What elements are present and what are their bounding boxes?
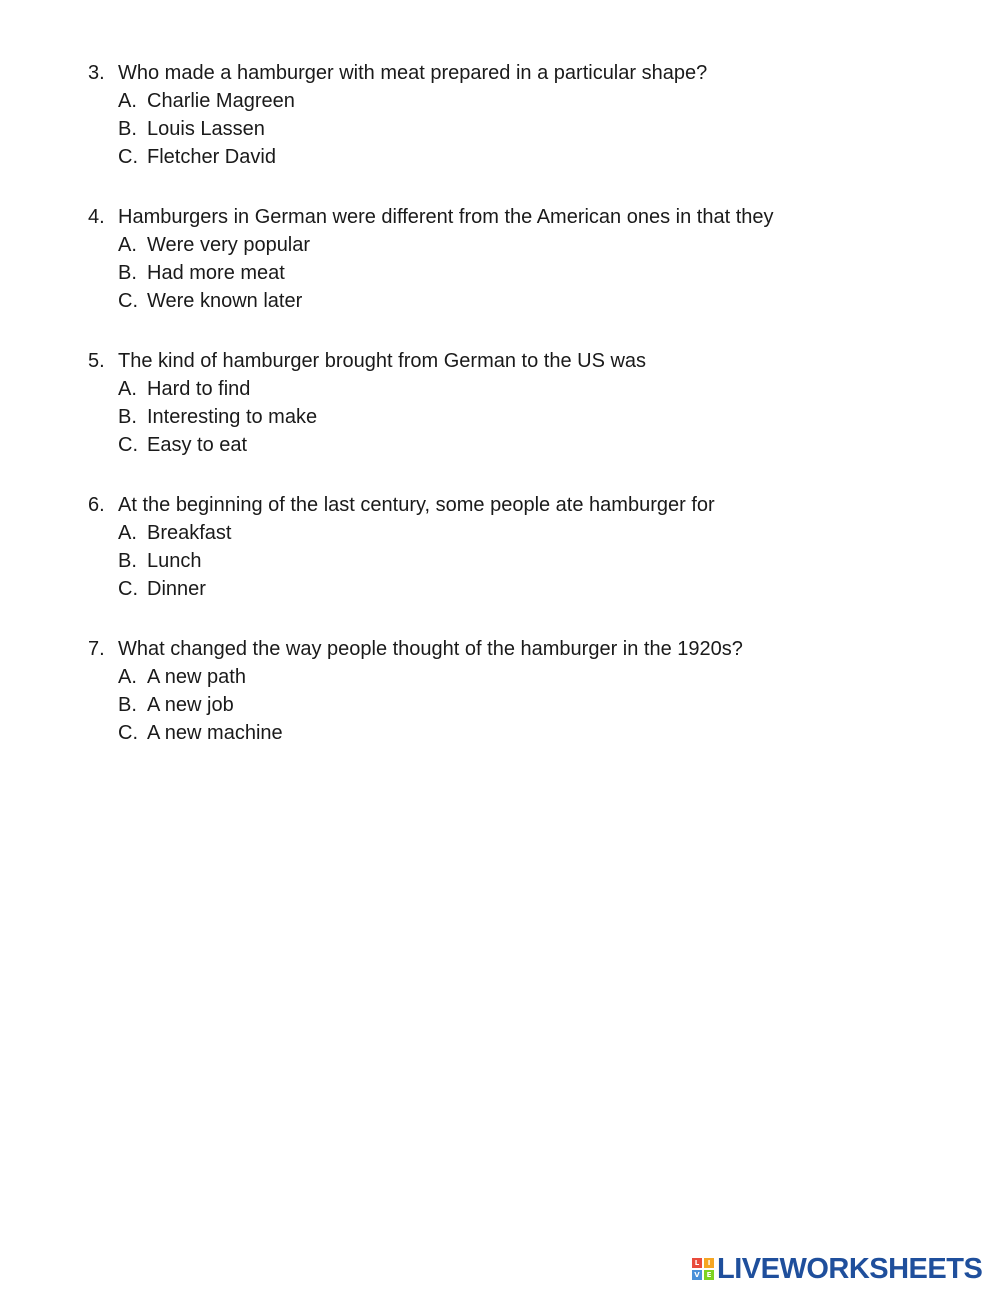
question-number: 4.: [88, 206, 105, 228]
option-text: Louis Lassen: [147, 118, 265, 140]
option-letter: B.: [118, 550, 137, 572]
option-letter: B.: [118, 406, 137, 428]
question-text: Hamburgers in German were different from the American ones in that they: [118, 206, 774, 228]
option-text: A new machine: [147, 722, 283, 744]
option-letter: C.: [118, 578, 138, 600]
option-text: A new job: [147, 694, 234, 716]
question-number: 7.: [88, 638, 105, 660]
question-number: 6.: [88, 494, 105, 516]
answer-option-b[interactable]: [118, 259, 774, 287]
answer-option-a[interactable]: [118, 519, 715, 547]
question-text: Who made a hamburger with meat prepared in a particular shape?: [118, 62, 708, 84]
option-letter: B.: [118, 694, 137, 716]
question-text: At the beginning of the last century, some people ate hamburger for: [118, 494, 715, 516]
option-text: Fletcher David: [147, 146, 276, 168]
option-letter: A.: [118, 234, 137, 256]
logo-wordmark: LIVEWORKSHEETS: [717, 1252, 983, 1285]
option-letter: C.: [118, 434, 138, 456]
option-letter: B.: [118, 262, 137, 284]
option-text: Breakfast: [147, 522, 232, 544]
option-text: Easy to eat: [147, 434, 248, 456]
question-5: [88, 347, 646, 459]
option-text: Dinner: [147, 578, 206, 600]
option-text: Were very popular: [147, 234, 311, 256]
logo-tile: I: [704, 1258, 714, 1268]
answer-option-b[interactable]: [118, 547, 715, 575]
answer-option-c[interactable]: [118, 143, 707, 171]
question-4: [88, 203, 774, 315]
logo-tile: E: [704, 1270, 714, 1280]
answer-option-a[interactable]: [118, 663, 743, 691]
question-number: 5.: [88, 350, 105, 372]
option-text: Interesting to make: [147, 406, 318, 428]
answer-option-a[interactable]: [118, 231, 774, 259]
option-text: Had more meat: [147, 262, 285, 284]
question-stem: [88, 59, 707, 87]
logo-tiles-icon: [692, 1258, 714, 1280]
option-letter: C.: [118, 290, 138, 312]
question-number: 3.: [88, 62, 105, 84]
option-letter: A.: [118, 666, 137, 688]
logo-tile: V: [692, 1270, 702, 1280]
answer-option-c[interactable]: [118, 719, 743, 747]
option-letter: A.: [118, 90, 137, 112]
answer-option-c[interactable]: [118, 431, 646, 459]
answer-option-b[interactable]: [118, 115, 707, 143]
option-letter: A.: [118, 378, 137, 400]
answer-option-a[interactable]: [118, 87, 707, 115]
answer-option-a[interactable]: [118, 375, 646, 403]
question-3: [88, 59, 707, 171]
question-7: [88, 635, 743, 747]
answer-option-c[interactable]: [118, 575, 715, 603]
answer-option-b[interactable]: [118, 691, 743, 719]
answer-option-b[interactable]: [118, 403, 646, 431]
option-letter: C.: [118, 722, 138, 744]
option-letter: A.: [118, 522, 137, 544]
question-text: The kind of hamburger brought from German to the US was: [118, 350, 647, 372]
option-text: Charlie Magreen: [147, 90, 295, 112]
logo-tile: L: [692, 1258, 702, 1268]
answer-option-c[interactable]: [118, 287, 774, 315]
option-text: Hard to find: [147, 378, 251, 400]
question-stem: [88, 635, 743, 663]
option-letter: B.: [118, 118, 137, 140]
option-text: Were known later: [147, 290, 303, 312]
question-stem: [88, 203, 774, 231]
question-stem: [88, 491, 715, 519]
option-text: Lunch: [147, 550, 202, 572]
option-text: A new path: [147, 666, 246, 688]
question-stem: [88, 347, 646, 375]
option-letter: C.: [118, 146, 138, 168]
liveworksheets-logo: [692, 1254, 982, 1284]
question-text: What changed the way people thought of the hamburger in the 1920s?: [118, 638, 743, 660]
question-6: [88, 491, 715, 603]
